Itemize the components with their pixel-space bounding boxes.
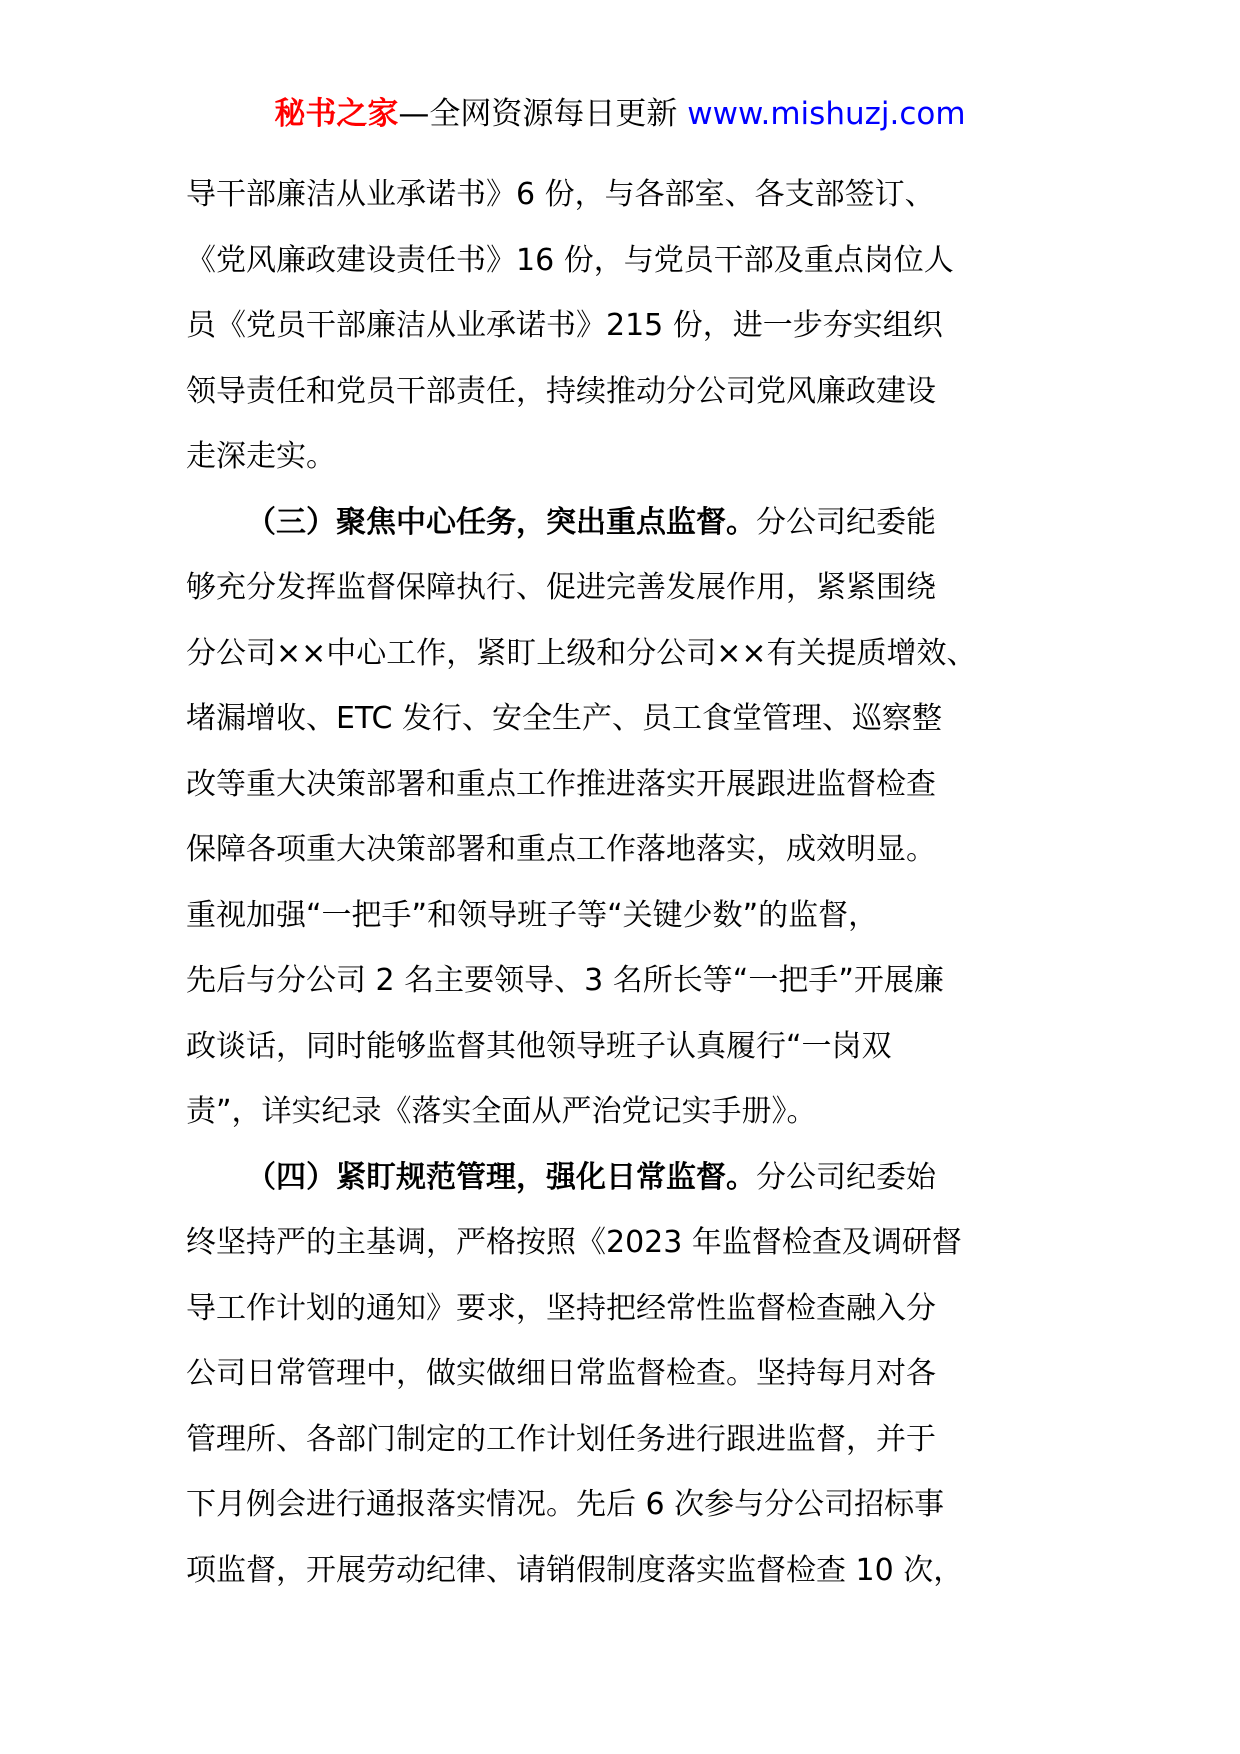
- text-line: [186, 1538, 1086, 1604]
- line-text: 管理所、各部门制定的工作计划任务进行跟进监督，并于: [186, 1421, 936, 1457]
- text-line: [186, 555, 1086, 621]
- line-text: 项监督，开展劳动纪律、请销假制度落实监督检查 10 次，: [186, 1552, 964, 1588]
- line-text: 政谈话，同时能够监督其他领导班子认真履行“一岗双: [186, 1028, 892, 1064]
- document-body: [186, 162, 1086, 1603]
- text-line: [186, 228, 1086, 294]
- line-text: 分公司纪委能: [756, 504, 936, 540]
- line-text: 分公司纪委始: [756, 1159, 936, 1195]
- line-text: 先后与分公司 2 名主要领导、3 名所长等“一把手”开展廉: [186, 963, 944, 998]
- section-heading: （三）聚焦中心任务，突出重点监督。: [246, 504, 756, 540]
- brand-name: 秘书之家: [274, 96, 399, 132]
- watermark-header: [0, 92, 1240, 136]
- line-text: 导干部廉洁从业承诺书》6 份，与各部室、各支部签订、: [186, 177, 935, 212]
- site-url-link[interactable]: www.mishuzj.com: [687, 96, 966, 132]
- text-line: [186, 817, 1086, 883]
- text-line: [186, 686, 1086, 752]
- line-text: 走深走实。: [186, 439, 336, 474]
- line-text: 责”，详实纪录《落实全面从严治党记实手册》。: [186, 1094, 817, 1129]
- line-text: 分公司××中心工作，紧盯上级和分公司××有关提质增效、: [186, 635, 977, 671]
- text-line: [186, 1341, 1086, 1407]
- line-text: 重视加强“一把手”和领导班子等“关键少数”的监督，: [186, 897, 879, 933]
- header-tagline: —全网资源每日更新: [398, 96, 688, 132]
- text-line: [186, 883, 1086, 949]
- section-heading: （四）紧盯规范管理，强化日常监督。: [246, 1159, 756, 1195]
- line-text: 领导责任和党员干部责任，持续推动分公司党风廉政建设: [186, 373, 936, 409]
- text-line: [186, 948, 1086, 1014]
- text-line: [186, 752, 1086, 818]
- line-text: 《党风廉政建设责任书》16 份，与党员干部及重点岗位人: [186, 242, 954, 278]
- line-text: 够充分发挥监督保障执行、促进完善发展作用，紧紧围绕: [186, 570, 936, 605]
- line-text: 终坚持严的主基调，严格按照《2023 年监督检查及调研督: [186, 1225, 962, 1260]
- line-text: 公司日常管理中，做实做细日常监督检查。坚持每月对各: [186, 1356, 936, 1391]
- text-line: [186, 359, 1086, 425]
- section-heading-line: [186, 490, 1086, 556]
- text-line: [186, 293, 1086, 359]
- line-text: 保障各项重大决策部署和重点工作落地落实，成效明显。: [186, 832, 936, 867]
- text-line: [186, 1276, 1086, 1342]
- text-line: [186, 1014, 1086, 1080]
- line-text: 下月例会进行通报落实情况。先后 6 次参与分公司招标事: [186, 1487, 945, 1522]
- line-text: 员《党员干部廉洁从业承诺书》215 份，进一步夯实组织: [186, 308, 943, 343]
- text-line: [186, 1079, 1086, 1145]
- line-text: 导工作计划的通知》要求，坚持把经常性监督检查融入分: [186, 1290, 936, 1326]
- text-line: [186, 621, 1086, 687]
- line-text: 堵漏增收、ETC 发行、安全生产、员工食堂管理、巡察整: [186, 701, 943, 736]
- text-line: [186, 1407, 1086, 1473]
- text-line: [186, 424, 1086, 490]
- text-line: [186, 1210, 1086, 1276]
- line-text: 改等重大决策部署和重点工作推进落实开展跟进监督检查: [186, 766, 936, 802]
- section-heading-line: [186, 1145, 1086, 1211]
- text-line: [186, 162, 1086, 228]
- text-line: [186, 1472, 1086, 1538]
